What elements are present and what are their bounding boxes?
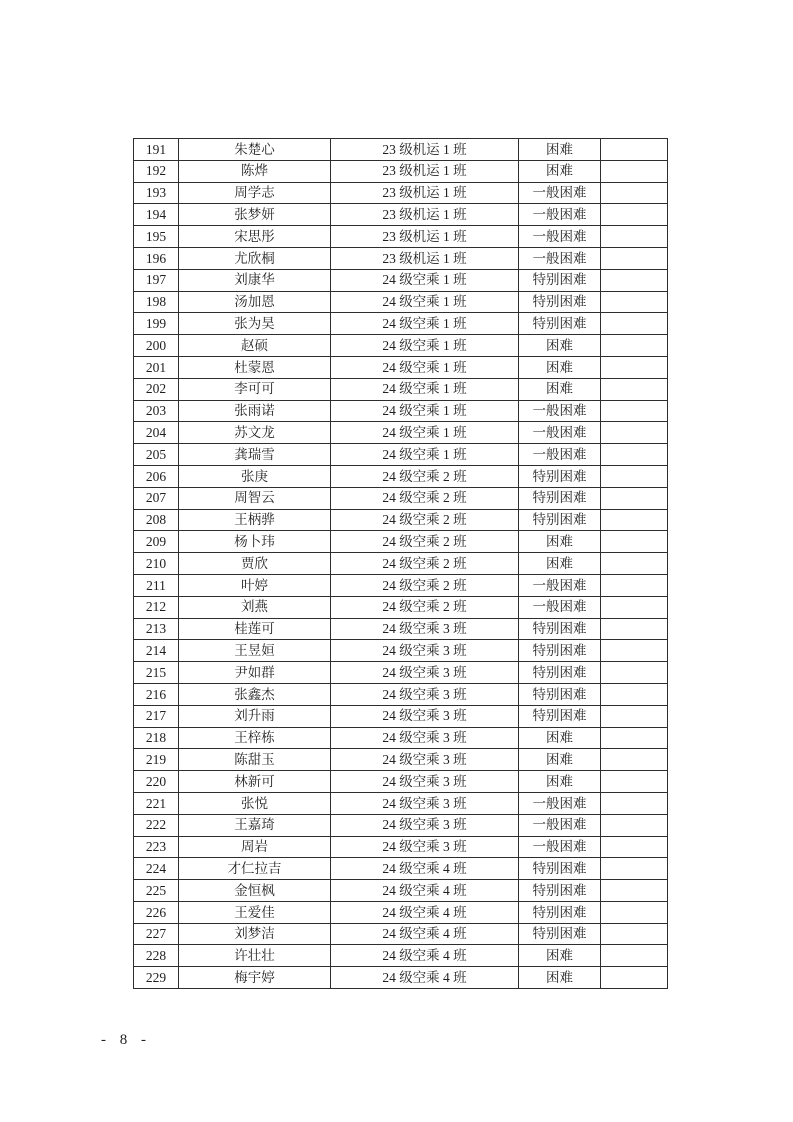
cell-row-number: 226 [134,901,179,923]
cell-row-number: 214 [134,640,179,662]
cell-difficulty-level: 一般困难 [519,574,601,596]
cell-note [601,269,668,291]
table-row [134,182,668,204]
cell-student-name: 杜蒙恩 [179,356,331,378]
cell-student-name: 贾欣 [179,553,331,575]
cell-row-number: 216 [134,683,179,705]
cell-difficulty-level: 一般困难 [519,247,601,269]
table-row [134,596,668,618]
cell-student-name: 桂莲可 [179,618,331,640]
cell-row-number: 211 [134,574,179,596]
table-row [134,662,668,684]
cell-class: 24 级空乘 1 班 [331,313,519,335]
cell-note [601,378,668,400]
cell-student-name: 尤欣桐 [179,247,331,269]
cell-student-name: 张庚 [179,465,331,487]
table-row [134,727,668,749]
cell-note [601,226,668,248]
cell-difficulty-level: 一般困难 [519,596,601,618]
cell-difficulty-level: 特别困难 [519,509,601,531]
cell-student-name: 刘康华 [179,269,331,291]
cell-class: 24 级空乘 1 班 [331,291,519,313]
cell-difficulty-level: 一般困难 [519,444,601,466]
table-row [134,771,668,793]
cell-note [601,923,668,945]
cell-class: 24 级空乘 3 班 [331,618,519,640]
cell-difficulty-level: 困难 [519,356,601,378]
cell-row-number: 192 [134,160,179,182]
table-row [134,269,668,291]
cell-student-name: 王昱姮 [179,640,331,662]
cell-student-name: 刘升雨 [179,705,331,727]
table-row [134,858,668,880]
cell-note [601,574,668,596]
cell-student-name: 周智云 [179,487,331,509]
cell-difficulty-level: 一般困难 [519,204,601,226]
cell-class: 24 级空乘 1 班 [331,400,519,422]
cell-difficulty-level: 困难 [519,531,601,553]
cell-class: 24 级空乘 1 班 [331,356,519,378]
cell-row-number: 220 [134,771,179,793]
cell-note [601,771,668,793]
table-row [134,139,668,161]
cell-student-name: 陈甜玉 [179,749,331,771]
cell-note [601,444,668,466]
table-row [134,247,668,269]
table-row [134,226,668,248]
cell-row-number: 201 [134,356,179,378]
cell-note [601,553,668,575]
cell-note [601,662,668,684]
cell-difficulty-level: 一般困难 [519,182,601,204]
cell-note [601,683,668,705]
cell-difficulty-level: 特别困难 [519,880,601,902]
cell-student-name: 杨卜玮 [179,531,331,553]
cell-row-number: 227 [134,923,179,945]
cell-difficulty-level: 特别困难 [519,487,601,509]
cell-note [601,509,668,531]
cell-difficulty-level: 困难 [519,335,601,357]
cell-class: 24 级空乘 3 班 [331,683,519,705]
cell-difficulty-level: 特别困难 [519,640,601,662]
cell-class: 23 级机运 1 班 [331,204,519,226]
cell-student-name: 龚瑞雪 [179,444,331,466]
cell-student-name: 王嘉琦 [179,814,331,836]
cell-note [601,465,668,487]
table-row [134,705,668,727]
cell-class: 24 级空乘 3 班 [331,640,519,662]
page-number: - 8 - [101,1032,151,1048]
table-row [134,444,668,466]
cell-student-name: 汤加恩 [179,291,331,313]
cell-note [601,727,668,749]
cell-row-number: 224 [134,858,179,880]
table-row [134,400,668,422]
cell-note [601,204,668,226]
cell-student-name: 张悦 [179,792,331,814]
cell-class: 23 级机运 1 班 [331,247,519,269]
cell-note [601,182,668,204]
cell-class: 23 级机运 1 班 [331,182,519,204]
student-roster-table [133,138,668,989]
cell-class: 24 级空乘 3 班 [331,727,519,749]
cell-student-name: 许壮壮 [179,945,331,967]
cell-difficulty-level: 困难 [519,945,601,967]
cell-note [601,487,668,509]
table-row [134,553,668,575]
table-row [134,335,668,357]
cell-class: 24 级空乘 1 班 [331,269,519,291]
table-row [134,880,668,902]
cell-difficulty-level: 特别困难 [519,901,601,923]
cell-note [601,313,668,335]
cell-note [601,139,668,161]
table-row [134,836,668,858]
cell-row-number: 200 [134,335,179,357]
cell-note [601,814,668,836]
table-row [134,204,668,226]
cell-row-number: 194 [134,204,179,226]
cell-note [601,596,668,618]
cell-row-number: 210 [134,553,179,575]
cell-student-name: 金恒枫 [179,880,331,902]
cell-class: 24 级空乘 2 班 [331,596,519,618]
cell-row-number: 213 [134,618,179,640]
table-row [134,465,668,487]
cell-student-name: 才仁拉吉 [179,858,331,880]
cell-student-name: 赵硕 [179,335,331,357]
cell-student-name: 李可可 [179,378,331,400]
table-row [134,291,668,313]
cell-note [601,945,668,967]
table-row [134,683,668,705]
cell-row-number: 229 [134,967,179,989]
cell-note [601,967,668,989]
cell-note [601,749,668,771]
cell-note [601,400,668,422]
cell-note [601,160,668,182]
cell-class: 24 级空乘 4 班 [331,880,519,902]
cell-difficulty-level: 一般困难 [519,422,601,444]
cell-difficulty-level: 困难 [519,771,601,793]
cell-class: 24 级空乘 1 班 [331,378,519,400]
cell-note [601,880,668,902]
cell-difficulty-level: 困难 [519,727,601,749]
cell-row-number: 205 [134,444,179,466]
cell-row-number: 207 [134,487,179,509]
cell-class: 24 级空乘 2 班 [331,553,519,575]
cell-student-name: 叶婷 [179,574,331,596]
cell-student-name: 陈烨 [179,160,331,182]
cell-note [601,705,668,727]
cell-class: 24 级空乘 1 班 [331,335,519,357]
cell-difficulty-level: 特别困难 [519,465,601,487]
cell-class: 24 级空乘 3 班 [331,792,519,814]
cell-difficulty-level: 特别困难 [519,683,601,705]
cell-row-number: 212 [134,596,179,618]
cell-class: 24 级空乘 4 班 [331,967,519,989]
cell-class: 24 级空乘 3 班 [331,662,519,684]
cell-note [601,531,668,553]
cell-note [601,836,668,858]
cell-student-name: 林新可 [179,771,331,793]
cell-difficulty-level: 特别困难 [519,662,601,684]
cell-difficulty-level: 困难 [519,139,601,161]
student-table-body [134,139,668,989]
cell-note [601,901,668,923]
cell-student-name: 梅宇婷 [179,967,331,989]
cell-student-name: 周岩 [179,836,331,858]
cell-difficulty-level: 一般困难 [519,814,601,836]
cell-note [601,618,668,640]
cell-difficulty-level: 困难 [519,749,601,771]
cell-class: 24 级空乘 1 班 [331,444,519,466]
cell-class: 24 级空乘 3 班 [331,771,519,793]
table-row [134,160,668,182]
cell-class: 24 级空乘 4 班 [331,901,519,923]
cell-row-number: 218 [134,727,179,749]
cell-class: 24 级空乘 2 班 [331,487,519,509]
cell-class: 24 级空乘 3 班 [331,705,519,727]
cell-note [601,422,668,444]
cell-row-number: 198 [134,291,179,313]
table-row [134,378,668,400]
cell-difficulty-level: 一般困难 [519,226,601,248]
cell-row-number: 202 [134,378,179,400]
cell-row-number: 219 [134,749,179,771]
cell-student-name: 张雨诺 [179,400,331,422]
cell-class: 23 级机运 1 班 [331,160,519,182]
cell-row-number: 221 [134,792,179,814]
table-row [134,749,668,771]
cell-class: 24 级空乘 1 班 [331,422,519,444]
cell-student-name: 张梦妍 [179,204,331,226]
cell-difficulty-level: 特别困难 [519,923,601,945]
cell-student-name: 苏文龙 [179,422,331,444]
cell-difficulty-level: 特别困难 [519,705,601,727]
cell-class: 24 级空乘 4 班 [331,945,519,967]
cell-note [601,792,668,814]
cell-student-name: 刘燕 [179,596,331,618]
table-row [134,509,668,531]
cell-note [601,356,668,378]
cell-student-name: 宋思彤 [179,226,331,248]
cell-row-number: 228 [134,945,179,967]
cell-note [601,640,668,662]
cell-difficulty-level: 困难 [519,160,601,182]
cell-row-number: 215 [134,662,179,684]
cell-difficulty-level: 一般困难 [519,400,601,422]
cell-row-number: 197 [134,269,179,291]
cell-student-name: 周学志 [179,182,331,204]
cell-student-name: 张鑫杰 [179,683,331,705]
cell-row-number: 225 [134,880,179,902]
cell-student-name: 王爱佳 [179,901,331,923]
cell-class: 24 级空乘 3 班 [331,814,519,836]
table-row [134,967,668,989]
cell-class: 24 级空乘 2 班 [331,509,519,531]
cell-row-number: 193 [134,182,179,204]
cell-class: 24 级空乘 2 班 [331,531,519,553]
cell-difficulty-level: 特别困难 [519,269,601,291]
table-row [134,422,668,444]
table-row [134,640,668,662]
cell-row-number: 206 [134,465,179,487]
table-row [134,574,668,596]
cell-difficulty-level: 困难 [519,378,601,400]
cell-row-number: 204 [134,422,179,444]
cell-class: 24 级空乘 4 班 [331,923,519,945]
cell-class: 23 级机运 1 班 [331,139,519,161]
cell-note [601,335,668,357]
cell-difficulty-level: 一般困难 [519,792,601,814]
cell-student-name: 尹如群 [179,662,331,684]
table-row [134,531,668,553]
cell-row-number: 203 [134,400,179,422]
cell-class: 23 级机运 1 班 [331,226,519,248]
cell-difficulty-level: 一般困难 [519,836,601,858]
table-row [134,356,668,378]
table-row [134,792,668,814]
cell-class: 24 级空乘 4 班 [331,858,519,880]
cell-student-name: 王梓栋 [179,727,331,749]
cell-row-number: 196 [134,247,179,269]
table-row [134,945,668,967]
table-row [134,901,668,923]
cell-student-name: 朱楚心 [179,139,331,161]
cell-row-number: 191 [134,139,179,161]
cell-note [601,291,668,313]
cell-class: 24 级空乘 3 班 [331,749,519,771]
cell-difficulty-level: 特别困难 [519,313,601,335]
cell-class: 24 级空乘 2 班 [331,574,519,596]
cell-difficulty-level: 困难 [519,967,601,989]
cell-note [601,858,668,880]
table-row [134,814,668,836]
cell-note [601,247,668,269]
cell-row-number: 199 [134,313,179,335]
table-row [134,923,668,945]
cell-row-number: 222 [134,814,179,836]
cell-difficulty-level: 特别困难 [519,618,601,640]
cell-row-number: 217 [134,705,179,727]
cell-difficulty-level: 困难 [519,553,601,575]
cell-class: 24 级空乘 2 班 [331,465,519,487]
cell-difficulty-level: 特别困难 [519,291,601,313]
cell-class: 24 级空乘 3 班 [331,836,519,858]
cell-row-number: 208 [134,509,179,531]
table-row [134,487,668,509]
cell-row-number: 209 [134,531,179,553]
table-row [134,313,668,335]
cell-student-name: 张为昊 [179,313,331,335]
cell-difficulty-level: 特别困难 [519,858,601,880]
cell-student-name: 刘梦洁 [179,923,331,945]
cell-row-number: 195 [134,226,179,248]
cell-student-name: 王柄骅 [179,509,331,531]
table-row [134,618,668,640]
cell-row-number: 223 [134,836,179,858]
